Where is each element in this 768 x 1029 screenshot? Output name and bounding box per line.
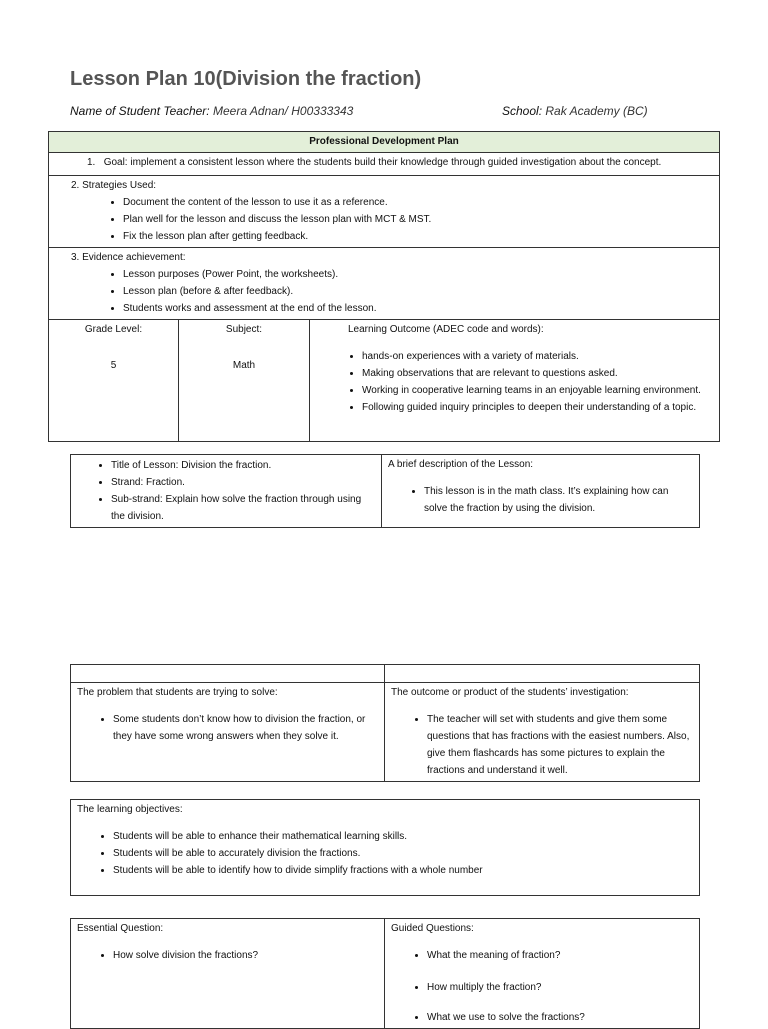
pdp-table <box>48 131 720 442</box>
problem-text: • Some students don’t know how to division the fraction, or they have some wrong answers when they solve it. <box>113 711 378 745</box>
school-line <box>502 104 648 118</box>
essential-label: Essential Question: <box>77 923 164 934</box>
lesson-meta-cell <box>71 455 382 528</box>
teacher-line <box>70 104 353 118</box>
lesson-title-label: Title of Lesson: <box>111 460 179 471</box>
evidence-item: • Students works and assessment at the end of the lesson. <box>123 300 713 317</box>
outcome-item: • hands-on experiences with a variety of materials. <box>362 348 713 365</box>
evidence-item: • Lesson plan (before & after feedback). <box>123 283 713 300</box>
strand-value: Fraction. <box>146 477 185 488</box>
strategy-item: • Fix the lesson plan after getting feedback. <box>123 228 713 245</box>
outcome-item: • Following guided inquiry principles to deepen their understanding of a topic. <box>362 399 713 416</box>
evidence-item: • Lesson purposes (Power Point, the worksheets). <box>123 266 713 283</box>
goal-number: 1. <box>87 157 96 168</box>
guided-item: • How multiply the fraction? <box>427 979 693 996</box>
strand-label: Strand: <box>111 477 144 488</box>
goal-label: Goal: <box>103 157 128 168</box>
essential-cell <box>71 919 385 1029</box>
outcome-cell <box>310 320 720 442</box>
essential-item: • How solve division the fractions? <box>113 947 378 964</box>
grade-label: Grade Level: <box>84 324 143 335</box>
guided-label: Guided Questions: <box>391 923 474 934</box>
school-value: Rak Academy (BC) <box>545 104 648 118</box>
outcome-item: • Working in cooperative learning teams in an enjoyable learning environment. <box>362 382 713 399</box>
problem-label: The problem that students are trying to solve: <box>77 687 278 698</box>
subject-cell <box>179 320 310 442</box>
investigation-outcome-cell <box>385 683 700 782</box>
substrand-value: Explain how solve the fraction through using the division. <box>111 494 362 522</box>
school-label: School: <box>502 104 543 118</box>
outcome-item: • Making observations that are relevant to questions asked. <box>362 365 713 382</box>
guided-cell <box>385 919 700 1029</box>
grade-cell <box>49 320 179 442</box>
objective-item: • Students will be able to identify how to divide simplify fractions with a whole number <box>113 862 693 879</box>
strategy-item: • Document the content of the lesson to use it as a reference. <box>123 194 713 211</box>
guided-item: • What the meaning of fraction? <box>427 947 693 964</box>
goal-text: implement a consistent lesson where the students build their knowledge through guided investigation about the concept. <box>130 157 662 168</box>
strategies-row <box>49 176 720 248</box>
evidence-row <box>49 248 720 320</box>
lesson-desc-label: A brief description of the Lesson: <box>388 459 534 470</box>
strategies-label: 2. Strategies Used: <box>71 180 157 191</box>
subject-label: Subject: <box>225 324 263 335</box>
investigation-outcome-label: The outcome or product of the students’ investigation: <box>391 687 629 698</box>
pdp-header: Professional Development Plan <box>49 132 720 153</box>
objectives-cell <box>71 800 700 896</box>
objective-item: • Students will be able to accurately division the fractions. <box>113 845 693 862</box>
lesson-title-value: Division the fraction. <box>181 460 272 471</box>
subject-value: Math <box>232 360 256 371</box>
blank-cell <box>385 665 700 683</box>
blank-cell <box>71 665 385 683</box>
strategy-item: • Plan well for the lesson and discuss the lesson plan with MCT & MST. <box>123 211 713 228</box>
outcome-label: Learning Outcome (ADEC code and words): <box>348 324 544 335</box>
lesson-desc-cell <box>382 455 700 528</box>
lesson-desc-text: • This lesson is in the math class. It’s explaining how can solve the fraction by using the division. <box>424 483 693 517</box>
guided-item: • What we use to solve the fractions? <box>427 1009 693 1026</box>
investigation-outcome-text: • The teacher will set with students and give them some questions that has fractions with the easiest numbers. Also, give them flashcards has some pictures to explain the fractions and understand it well. <box>427 711 693 779</box>
questions-table <box>70 918 700 1029</box>
objectives-label: The learning objectives: <box>77 804 183 815</box>
objectives-table <box>70 799 700 896</box>
objective-item: • Students will be able to enhance their mathematical learning skills. <box>113 828 693 845</box>
page-title: Lesson Plan 10(Division the fraction) <box>70 68 422 90</box>
problem-table <box>70 664 700 782</box>
substrand-label: Sub-strand: <box>111 494 163 505</box>
teacher-label: Name of Student Teacher: <box>70 104 210 118</box>
evidence-label: 3. Evidence achievement: <box>71 252 186 263</box>
teacher-value: Meera Adnan/ H00333343 <box>212 104 354 118</box>
grade-value: 5 <box>110 360 117 371</box>
lesson-info-table <box>70 454 700 528</box>
problem-cell <box>71 683 385 782</box>
goal-row <box>49 153 720 176</box>
